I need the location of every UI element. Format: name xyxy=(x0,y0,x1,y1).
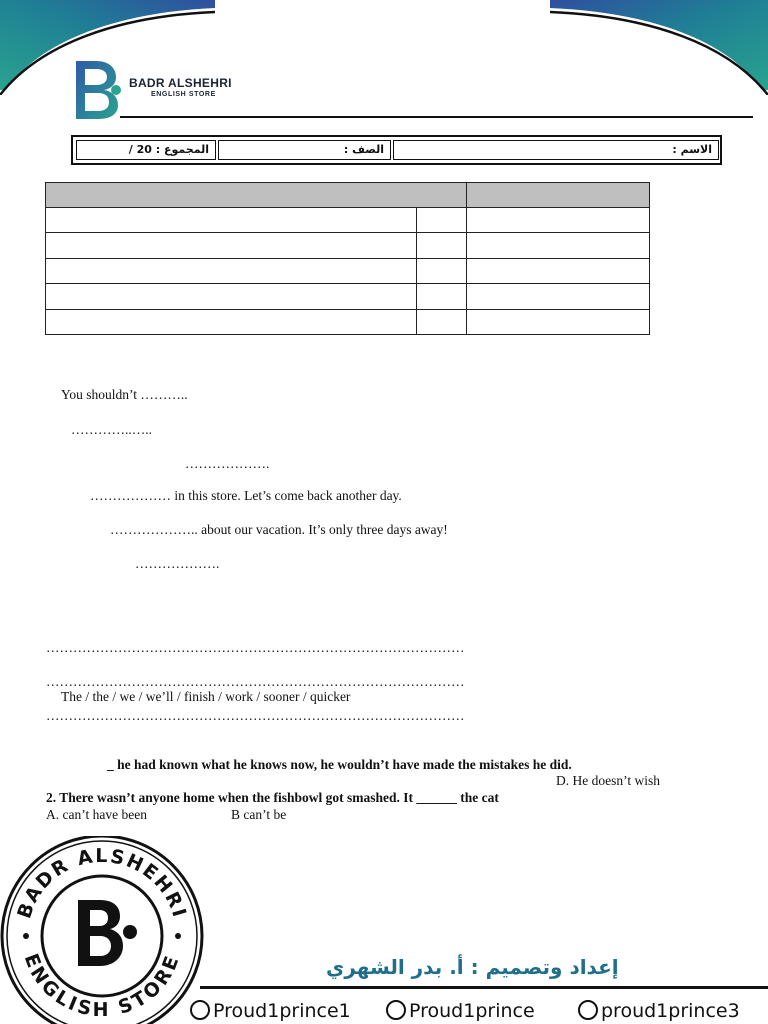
word-order-prompt: The / the / we / we’ll / finish / work / sooner / quicker xyxy=(61,689,351,704)
answer-cell[interactable] xyxy=(417,233,467,258)
table-row xyxy=(46,284,650,309)
table-cell xyxy=(46,284,417,309)
answer-cell[interactable] xyxy=(417,208,467,233)
table-row xyxy=(46,258,650,283)
brand-tagline: ENGLISH STORE xyxy=(151,91,216,98)
brand-name: BADR ALSHEHRI xyxy=(129,76,232,90)
table-header-cell xyxy=(467,183,650,208)
table-cell xyxy=(46,309,417,334)
table-cell xyxy=(467,309,650,334)
twitter-icon xyxy=(578,1000,598,1020)
fill-line-3[interactable]: ………………. xyxy=(185,456,270,471)
snapchat-handle: Proud1prince1 xyxy=(213,1000,351,1022)
table-header-cell xyxy=(46,183,467,208)
answer-line-3[interactable]: ………………………………………………………………………………… xyxy=(46,708,465,723)
mcq-2-option-a[interactable]: A. can’t have been xyxy=(46,807,147,822)
social-twitter[interactable] xyxy=(578,1000,740,1022)
fill-line-6[interactable]: ………………. xyxy=(135,556,220,571)
mcq-2-option-b[interactable]: B can’t be xyxy=(231,807,287,822)
fill-line-5[interactable]: ……………….. about our vacation. It’s only three days away! xyxy=(110,522,448,537)
name-field[interactable] xyxy=(393,140,719,160)
brand-stamp xyxy=(0,836,205,1024)
student-info-bar xyxy=(71,135,722,165)
footer-divider xyxy=(200,986,768,989)
table-row xyxy=(46,233,650,258)
answer-cell[interactable] xyxy=(417,258,467,283)
table-cell xyxy=(467,208,650,233)
table-row xyxy=(46,208,650,233)
mcq-1-option-d[interactable]: D. He doesn’t wish xyxy=(556,773,660,788)
header-divider xyxy=(120,116,753,118)
table-cell xyxy=(467,284,650,309)
name-label: الاسم : xyxy=(672,143,712,156)
mcq-1-stem: _ he had known what he knows now, he wouldn’t have made the mistakes he did. xyxy=(107,757,572,772)
table-row xyxy=(46,309,650,334)
mcq-2-stem: 2. There wasn’t anyone home when the fishbowl got smashed. It ______ the cat xyxy=(46,790,499,805)
table-cell xyxy=(46,208,417,233)
table-cell xyxy=(467,233,650,258)
answer-cell[interactable] xyxy=(417,284,467,309)
snapchat-icon xyxy=(190,1000,210,1020)
answer-line-1[interactable]: ………………………………………………………………………………… xyxy=(46,640,465,655)
table-header-row xyxy=(46,183,650,208)
table-cell xyxy=(46,258,417,283)
social-snapchat[interactable] xyxy=(190,1000,351,1022)
telegram-handle: Proud1prince xyxy=(409,1000,535,1022)
answer-cell[interactable] xyxy=(417,309,467,334)
designer-credit: إعداد وتصميم : أ. بدر الشهري xyxy=(326,955,619,979)
class-label: الصف : xyxy=(343,143,384,156)
answer-line-2[interactable]: ………………………………………………………………………………… xyxy=(46,674,465,689)
brand-logo-icon xyxy=(74,59,124,121)
class-field[interactable] xyxy=(218,140,391,160)
top-right-corner-decoration xyxy=(548,0,768,95)
matching-table xyxy=(45,182,650,335)
table-cell xyxy=(467,258,650,283)
table-cell xyxy=(46,233,417,258)
fill-line-4[interactable]: ……………… in this store. Let’s come back another day. xyxy=(90,488,402,503)
total-score-field[interactable] xyxy=(76,140,216,160)
stamp-top-text: BADR ALSHEHRI xyxy=(13,844,191,922)
fill-line-2[interactable]: …………..….. xyxy=(71,422,152,437)
fill-line-1[interactable]: You shouldn’t ……….. xyxy=(61,387,188,402)
twitter-handle: proud1prince3 xyxy=(601,1000,740,1022)
total-score-label: المجموع : 20 / xyxy=(128,143,209,156)
telegram-icon xyxy=(386,1000,406,1020)
social-telegram[interactable] xyxy=(386,1000,535,1022)
stamp-bottom-text: ENGLISH STORE xyxy=(19,950,185,1022)
